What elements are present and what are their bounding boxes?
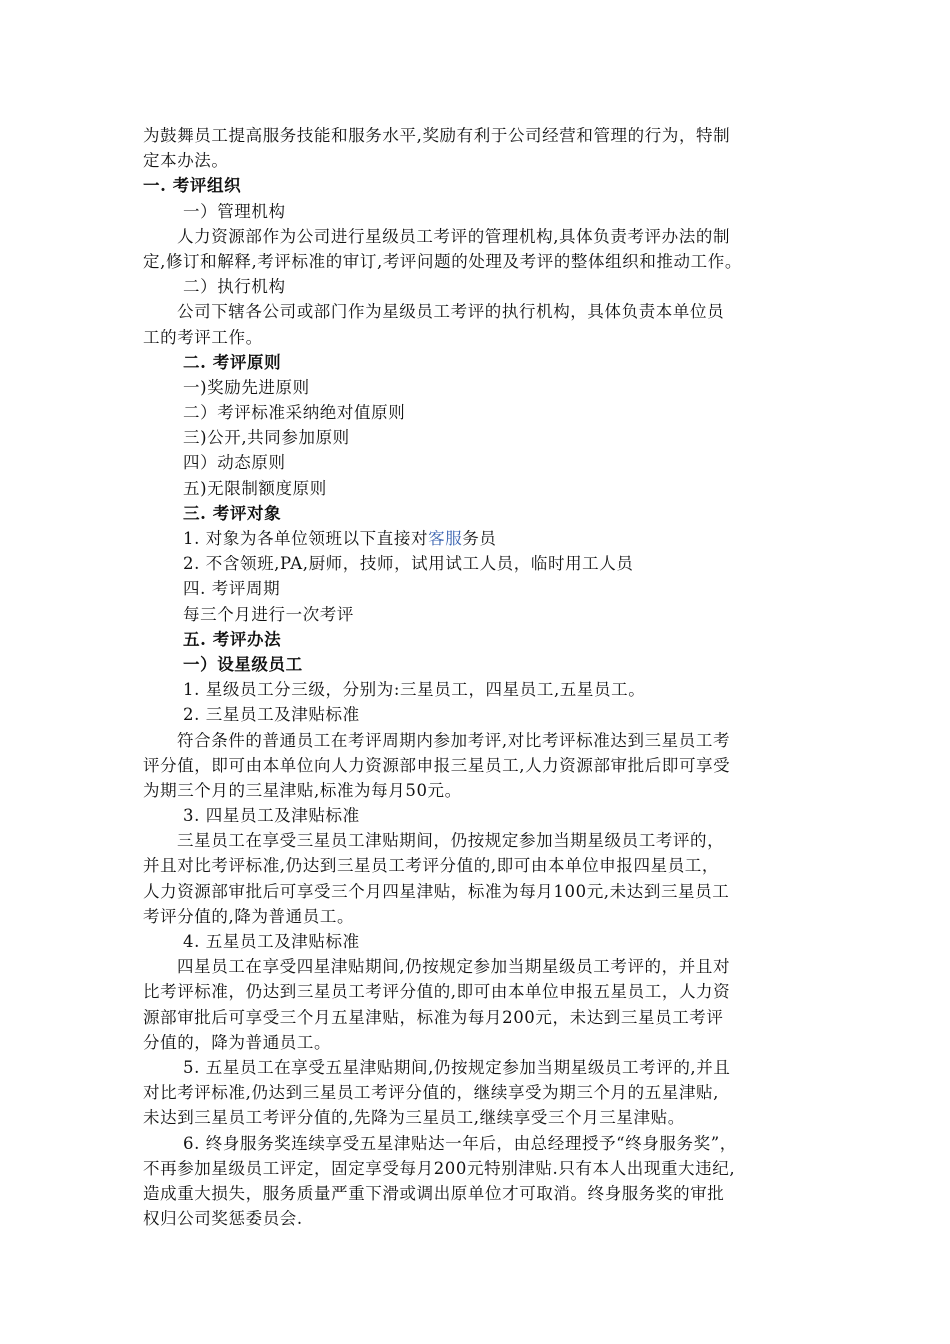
paragraph-line: 对比考评标准,仍达到三星员工考评分值的，继续享受为期三个月的五星津贴, [143, 1083, 719, 1103]
list-item: 6. 终身服务奖连续享受五星津贴达一年后，由总经理授予“终身服务奖”， [183, 1133, 737, 1153]
paragraph-line: 不再参加星级员工评定，固定享受每月200元特别津贴.只有本人出现重大违纪, [143, 1158, 736, 1178]
list-item: 4. 五星员工及津贴标准 [183, 932, 360, 951]
list-item: 四）动态原则 [183, 453, 286, 473]
subheading: 一）管理机构 [183, 201, 286, 221]
paragraph-line: 人力资源部审批后可享受三个月四星津贴，标准为每月100元,未达到三星员工 [143, 881, 730, 901]
paragraph-line: 公司下辖各公司或部门作为星级员工考评的执行机构，具体负责本单位员 [177, 302, 725, 322]
list-item: 5. 五星员工在享受五星津贴期间,仍按规定参加当期星级员工考评的,并且 [183, 1057, 731, 1077]
section-heading-5: 五. 考评办法 [183, 629, 282, 649]
list-item: 3. 四星员工及津贴标准 [183, 806, 360, 826]
document-page [143, 123, 823, 1231]
section-heading-2: 二. 考评原则 [183, 352, 282, 372]
paragraph-line: 考评分值的,降为普通员工。 [143, 906, 355, 926]
customer-service-link[interactable]: 客服 [428, 529, 463, 548]
paragraph-line: 符合条件的普通员工在考评周期内参加考评,对比考评标准达到三星员工考 [177, 730, 731, 750]
paragraph-line: 并且对比考评标准,仍达到三星员工考评分值的,即可由本单位申报四星员工， [143, 856, 719, 876]
list-item: 三)公开,共同参加原则 [183, 428, 350, 448]
paragraph-line: 三星员工在享受三星员工津贴期间，仍按规定参加当期星级员工考评的， [177, 831, 725, 851]
paragraph-line: 四星员工在享受四星津贴期间,仍按规定参加当期星级员工考评的，并且对 [177, 957, 731, 977]
list-item: 二）考评标准采纳绝对值原则 [183, 403, 406, 423]
paragraph-line: 评分值，即可由本单位向人力资源部申报三星员工,人力资源部审批后即可享受 [143, 755, 731, 775]
list-item: 2. 不含领班,PA,厨师，技师，试用试工人员，临时用工人员 [183, 554, 634, 574]
subheading: 一）设星级员工 [183, 654, 303, 674]
section-heading-4: 四. 考评周期 [183, 579, 281, 599]
paragraph-line: 工的考评工作。 [143, 327, 263, 347]
intro-line-1: 为鼓舞员工提高服务技能和服务水平,奖励有利于公司经营和管理的行为，特制 [143, 126, 731, 145]
paragraph-line: 未达到三星员工考评分值的,先降为三星员工,继续享受三个月三星津贴。 [143, 1108, 685, 1128]
paragraph-line: 每三个月进行一次考评 [183, 604, 354, 624]
paragraph-line: 定,修订和解释,考评标准的审订,考评问题的处理及考评的整体组织和推动工作。 [143, 251, 742, 271]
list-item [143, 526, 823, 551]
paragraph-line: 源部审批后可享受三个月五星津贴，标准为每月200元，未达到三星员工考评 [143, 1007, 724, 1027]
list-item-text: 1. 对象为各单位领班以下直接对 [183, 529, 429, 548]
list-item: 2. 三星员工及津贴标准 [183, 705, 360, 725]
list-item: 一)奖励先进原则 [183, 377, 310, 397]
subheading: 二）执行机构 [183, 277, 286, 297]
paragraph-line: 人力资源部作为公司进行星级员工考评的管理机构,具体负责考评办法的制 [177, 226, 731, 246]
section-heading-3: 三. 考评对象 [183, 503, 282, 523]
section-heading-1: 一. 考评组织 [143, 176, 242, 196]
paragraph-line: 造成重大损失，服务质量严重下滑或调出原单位才可取消。终身服务奖的审批 [143, 1183, 725, 1203]
paragraph-line: 权归公司奖惩委员会. [143, 1209, 303, 1229]
paragraph-line: 分值的，降为普通员工。 [143, 1032, 332, 1052]
list-item: 五)无限制额度原则 [183, 478, 327, 498]
paragraph-line: 为期三个月的三星津贴,标准为每月50元。 [143, 780, 462, 800]
list-item: 1. 星级员工分三级，分别为:三星员工，四星员工,五星员工。 [183, 680, 646, 700]
paragraph-line: 比考评标准，仍达到三星员工考评分值的,即可由本单位申报五星员工，人力资 [143, 982, 731, 1002]
intro-line-2: 定本办法。 [143, 151, 229, 171]
list-item-text: 务员 [462, 529, 497, 548]
